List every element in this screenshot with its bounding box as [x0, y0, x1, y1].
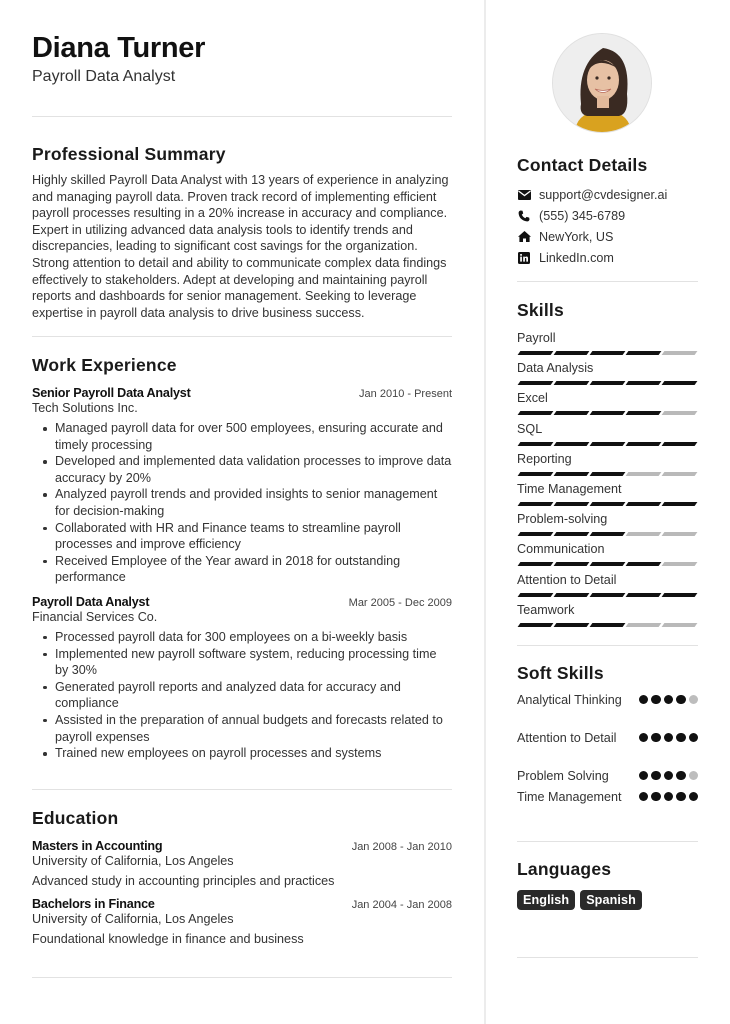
soft-skill-rating [639, 792, 699, 802]
job-role: Payroll Data Analyst [32, 594, 150, 609]
skill-level-bar [519, 442, 698, 446]
level-segment [518, 593, 554, 597]
level-segment [662, 351, 698, 355]
bullet-item: Processed payroll data for 300 employees on a bi-weekly basis [42, 629, 452, 646]
rating-dot [639, 733, 649, 743]
level-segment [590, 472, 626, 476]
level-segment [554, 593, 590, 597]
job-bullets [42, 629, 452, 762]
rating-dot [689, 771, 699, 781]
rating-dot [639, 695, 649, 705]
level-segment [554, 623, 590, 627]
skill-label: Time Management [517, 481, 622, 496]
rating-dot [676, 733, 686, 743]
level-segment [626, 411, 662, 415]
level-segment [590, 593, 626, 597]
level-segment [662, 532, 698, 536]
rating-dot [664, 733, 674, 743]
job-bullets [42, 420, 452, 586]
contact-location [517, 226, 698, 247]
level-segment [518, 411, 554, 415]
bullet-item: Assisted in the preparation of annual budgets and forecasts related to payroll expenses [42, 712, 452, 745]
level-segment [518, 502, 554, 506]
job-role: Senior Payroll Data Analyst [32, 386, 191, 400]
rating-dot [689, 733, 699, 743]
level-segment [662, 623, 698, 627]
soft-skill-item [517, 768, 698, 789]
skill-item [517, 572, 698, 602]
home-icon [517, 230, 531, 244]
level-segment [554, 562, 590, 566]
section-divider [517, 957, 698, 958]
rating-dot [664, 695, 674, 705]
rating-dot [651, 792, 661, 802]
education-entry [32, 839, 452, 888]
skill-label: Problem-solving [517, 512, 608, 527]
section-title: Contact Details [517, 155, 648, 175]
job-date: Mar 2005 - Dec 2009 [348, 596, 452, 609]
header-divider [32, 116, 452, 117]
language-badge: Spanish [580, 890, 642, 910]
section-divider [517, 281, 698, 282]
skill-level-bar [519, 593, 698, 597]
level-segment [554, 532, 590, 536]
rating-dot [676, 792, 686, 802]
soft-skill-label: Attention to Detail [517, 731, 617, 745]
skill-label: Teamwork [517, 602, 575, 617]
education-description: Advanced study in accounting principles and practices [32, 874, 335, 888]
bullet-item: Generated payroll reports and analyzed data for accuracy and compliance [42, 679, 452, 712]
contact-section [517, 155, 698, 268]
level-segment [626, 562, 662, 566]
soft-skill-label: Analytical Thinking [517, 693, 622, 707]
section-title: Education [32, 808, 119, 828]
summary-text: Highly skilled Payroll Data Analyst with 13 years of experience in analyzing and managing payroll data. Proven track record of implementing efficient payroll processes resulting in a 20% increase in accuracy and compliance. Expert in utilizing advanced data analysis tools to identify trends and discrepancies, leading to significant cost savings for the organization. Strong attention to detail and ability to communicate complex data findings effectively to stakeholders. Adept at developing and maintaining payroll reports and dashboards for senior management. Seeking to leverage expertise in payroll data analysis to drive business success. [32, 173, 449, 320]
school: University of California, Los Angeles [32, 854, 234, 868]
bullet-item: Trained new employees on payroll processes and systems [42, 745, 452, 762]
soft-skill-item [517, 692, 698, 730]
section-title: Professional Summary [32, 144, 226, 164]
skill-label: Data Analysis [517, 361, 594, 376]
skill-level-bar [519, 532, 698, 536]
bullet-item: Analyzed payroll trends and provided insights to senior management for decision-making [42, 486, 452, 519]
skill-label: Attention to Detail [517, 572, 617, 587]
contact-linkedin[interactable] [517, 247, 698, 268]
contact-text: (555) 345-6789 [539, 208, 626, 223]
level-segment [626, 623, 662, 627]
rating-dot [676, 771, 686, 781]
languages-section [517, 859, 698, 910]
skill-level-bar [519, 623, 698, 627]
rating-dot [689, 695, 699, 705]
level-segment [590, 411, 626, 415]
level-segment [518, 351, 554, 355]
skill-item [517, 360, 698, 390]
skill-label: Communication [517, 542, 605, 557]
level-segment [518, 532, 554, 536]
avatar-icon [553, 34, 652, 133]
level-segment [518, 472, 554, 476]
soft-skills-list [517, 692, 698, 827]
job-company: Tech Solutions Inc. [32, 401, 138, 415]
experience-section [32, 355, 452, 762]
bullet-item: Developed and implemented data validation processes to improve data accuracy by 20% [42, 453, 452, 486]
soft-skill-label: Problem Solving [517, 769, 609, 783]
contact-email[interactable] [517, 184, 698, 205]
level-segment [518, 562, 554, 566]
section-divider [517, 841, 698, 842]
level-segment [626, 442, 662, 446]
level-segment [590, 502, 626, 506]
language-badge: English [517, 890, 575, 910]
level-segment [662, 472, 698, 476]
education-date: Jan 2004 - Jan 2008 [351, 899, 452, 911]
level-segment [662, 442, 698, 446]
candidate-name: Diana Turner [32, 32, 206, 64]
language-list [517, 890, 698, 910]
section-title: Soft Skills [517, 663, 604, 683]
skill-level-bar [519, 351, 698, 355]
rating-dot [664, 792, 674, 802]
skill-item [517, 541, 698, 571]
level-segment [662, 411, 698, 415]
contact-text: LinkedIn.com [539, 250, 614, 265]
level-segment [590, 532, 626, 536]
skill-item [517, 451, 698, 481]
level-segment [518, 623, 554, 627]
level-segment [662, 381, 698, 385]
level-segment [626, 593, 662, 597]
skills-section [517, 300, 698, 632]
skill-item [517, 330, 698, 360]
bullet-item: Implemented new payroll software system, reducing processing time by 30% [42, 646, 452, 679]
rating-dot [639, 771, 649, 781]
rating-dot [689, 792, 699, 802]
section-title: Work Experience [32, 355, 177, 375]
soft-skill-label: Time Management [517, 790, 622, 804]
skill-level-bar [519, 502, 698, 506]
degree: Bachelors in Finance [32, 897, 155, 911]
level-segment [662, 593, 698, 597]
section-divider [517, 645, 698, 646]
job-company: Financial Services Co. [32, 609, 158, 624]
job-entry [32, 595, 452, 762]
soft-skill-item [517, 789, 698, 827]
section-divider [32, 789, 452, 790]
linkedin-icon [517, 251, 531, 265]
skill-level-bar [519, 381, 698, 385]
candidate-title: Payroll Data Analyst [32, 68, 176, 85]
degree: Masters in Accounting [32, 839, 163, 853]
level-segment [518, 381, 554, 385]
column-divider [484, 0, 486, 1024]
level-segment [626, 472, 662, 476]
rating-dot [676, 695, 686, 705]
school: University of California, Los Angeles [32, 912, 234, 926]
rating-dot [639, 792, 649, 802]
job-entry [32, 386, 452, 586]
skill-label: Excel [517, 391, 548, 406]
skill-item [517, 481, 698, 511]
skill-label: Reporting [517, 451, 572, 466]
skill-label: Payroll [517, 331, 556, 345]
soft-skill-item [517, 730, 698, 768]
skill-item [517, 511, 698, 541]
soft-skill-rating [639, 733, 699, 743]
skill-level-bar [519, 411, 698, 415]
level-segment [554, 442, 590, 446]
contact-text: NewYork, US [539, 229, 614, 244]
skill-level-bar [519, 472, 698, 476]
level-segment [590, 562, 626, 566]
level-segment [662, 562, 698, 566]
rating-dot [651, 771, 661, 781]
soft-skills-section [517, 663, 698, 827]
level-segment [626, 502, 662, 506]
level-segment [554, 381, 590, 385]
level-segment [554, 472, 590, 476]
level-segment [554, 351, 590, 355]
summary-section [32, 144, 452, 321]
bullet-item: Managed payroll data for over 500 employees, ensuring accurate and timely processing [42, 420, 452, 453]
skill-item [517, 602, 698, 632]
level-segment [554, 502, 590, 506]
soft-skill-rating [639, 695, 699, 705]
level-segment [518, 442, 554, 446]
phone-icon [517, 209, 531, 223]
level-segment [554, 411, 590, 415]
level-segment [662, 502, 698, 506]
bullet-item: Collaborated with HR and Finance teams to streamline payroll processes and improve efficiency [42, 520, 452, 553]
education-section [32, 808, 452, 946]
skill-label: SQL [517, 421, 543, 436]
rating-dot [651, 695, 661, 705]
level-segment [626, 351, 662, 355]
profile-photo [552, 33, 652, 133]
skills-list [517, 330, 698, 632]
section-title: Skills [517, 300, 564, 320]
education-date: Jan 2008 - Jan 2010 [351, 841, 452, 853]
rating-dot [651, 733, 661, 743]
envelope-icon [517, 188, 531, 202]
section-divider [32, 336, 452, 337]
contact-phone[interactable] [517, 205, 698, 226]
level-segment [590, 351, 626, 355]
level-segment [590, 442, 626, 446]
education-description: Foundational knowledge in finance and business [32, 932, 304, 946]
bullet-item: Received Employee of the Year award in 2018 for outstanding performance [42, 553, 452, 586]
contact-text: support@cvdesigner.ai [539, 187, 668, 202]
education-entry [32, 897, 452, 946]
skill-item [517, 390, 698, 420]
soft-skill-rating [639, 771, 699, 781]
section-divider [32, 977, 452, 978]
level-segment [626, 381, 662, 385]
skill-level-bar [519, 562, 698, 566]
skill-item [517, 421, 698, 451]
level-segment [590, 381, 626, 385]
level-segment [626, 532, 662, 536]
job-date: Jan 2010 - Present [359, 388, 452, 400]
rating-dot [664, 771, 674, 781]
section-title: Languages [517, 859, 612, 879]
level-segment [590, 623, 626, 627]
